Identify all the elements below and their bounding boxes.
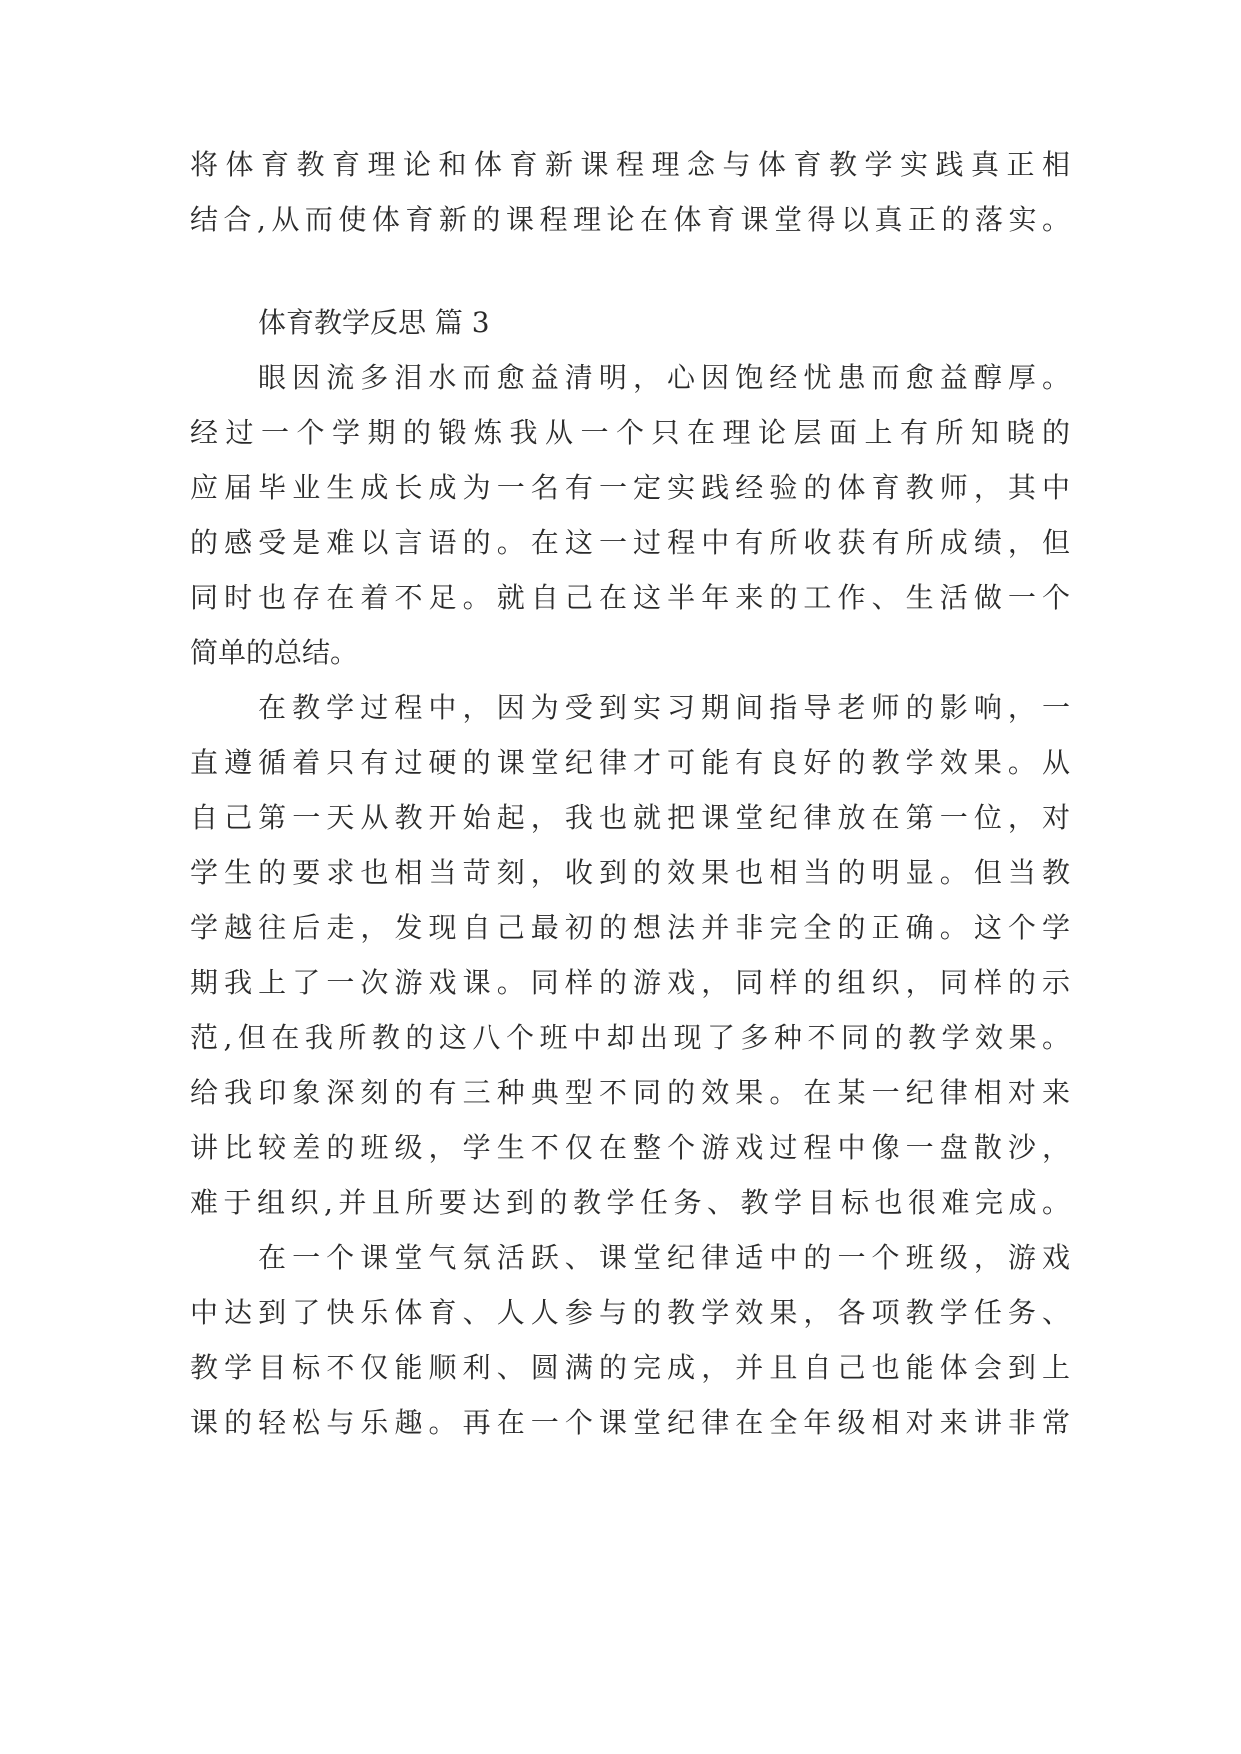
paragraph-line: 给我印象深刻的有三种典型不同的效果。在某一纪律相对来 xyxy=(190,1076,1070,1109)
paragraph-line: 结合,从而使体育新的课程理论在体育课堂得以真正的落实。 xyxy=(190,203,1070,236)
paragraph-line: 自己第一天从教开始起，我也就把课堂纪律放在第一位，对 xyxy=(190,801,1070,834)
paragraph-line: 课的轻松与乐趣。再在一个课堂纪律在全年级相对来讲非常 xyxy=(190,1406,1070,1439)
paragraph-line: 难于组织,并且所要达到的教学任务、教学目标也很难完成。 xyxy=(190,1186,1070,1219)
paragraph-line: 在教学过程中，因为受到实习期间指导老师的影响，一 xyxy=(258,691,1070,724)
paragraph-line: 教学目标不仅能顺利、圆满的完成，并且自己也能体会到上 xyxy=(190,1351,1070,1384)
section-heading: 体育教学反思 篇 3 xyxy=(258,306,490,339)
paragraph-line: 将体育教育理论和体育新课程理念与体育教学实践真正相 xyxy=(190,148,1070,181)
paragraph-line: 简单的总结。 xyxy=(190,636,359,669)
paragraph-line: 讲比较差的班级，学生不仅在整个游戏过程中像一盘散沙， xyxy=(190,1131,1070,1164)
paragraph-line: 眼因流多泪水而愈益清明，心因饱经忧患而愈益醇厚。 xyxy=(258,361,1070,394)
paragraph-line: 学越往后走，发现自己最初的想法并非完全的正确。这个学 xyxy=(190,911,1070,944)
paragraph-line: 同时也存在着不足。就自己在这半年来的工作、生活做一个 xyxy=(190,581,1070,614)
paragraph-line: 在一个课堂气氛活跃、课堂纪律适中的一个班级，游戏 xyxy=(258,1241,1070,1274)
paragraph-line: 范,但在我所教的这八个班中却出现了多种不同的教学效果。 xyxy=(190,1021,1070,1054)
paragraph-line: 中达到了快乐体育、人人参与的教学效果，各项教学任务、 xyxy=(190,1296,1070,1329)
paragraph-line: 的感受是难以言语的。在这一过程中有所收获有所成绩，但 xyxy=(190,526,1070,559)
paragraph-line: 应届毕业生成长成为一名有一定实践经验的体育教师，其中 xyxy=(190,471,1070,504)
paragraph-line: 期我上了一次游戏课。同样的游戏，同样的组织，同样的示 xyxy=(190,966,1070,999)
paragraph-line: 直遵循着只有过硬的课堂纪律才可能有良好的教学效果。从 xyxy=(190,746,1070,779)
paragraph-line: 学生的要求也相当苛刻，收到的效果也相当的明显。但当教 xyxy=(190,856,1070,889)
paragraph-line: 经过一个学期的锻炼我从一个只在理论层面上有所知晓的 xyxy=(190,416,1070,449)
